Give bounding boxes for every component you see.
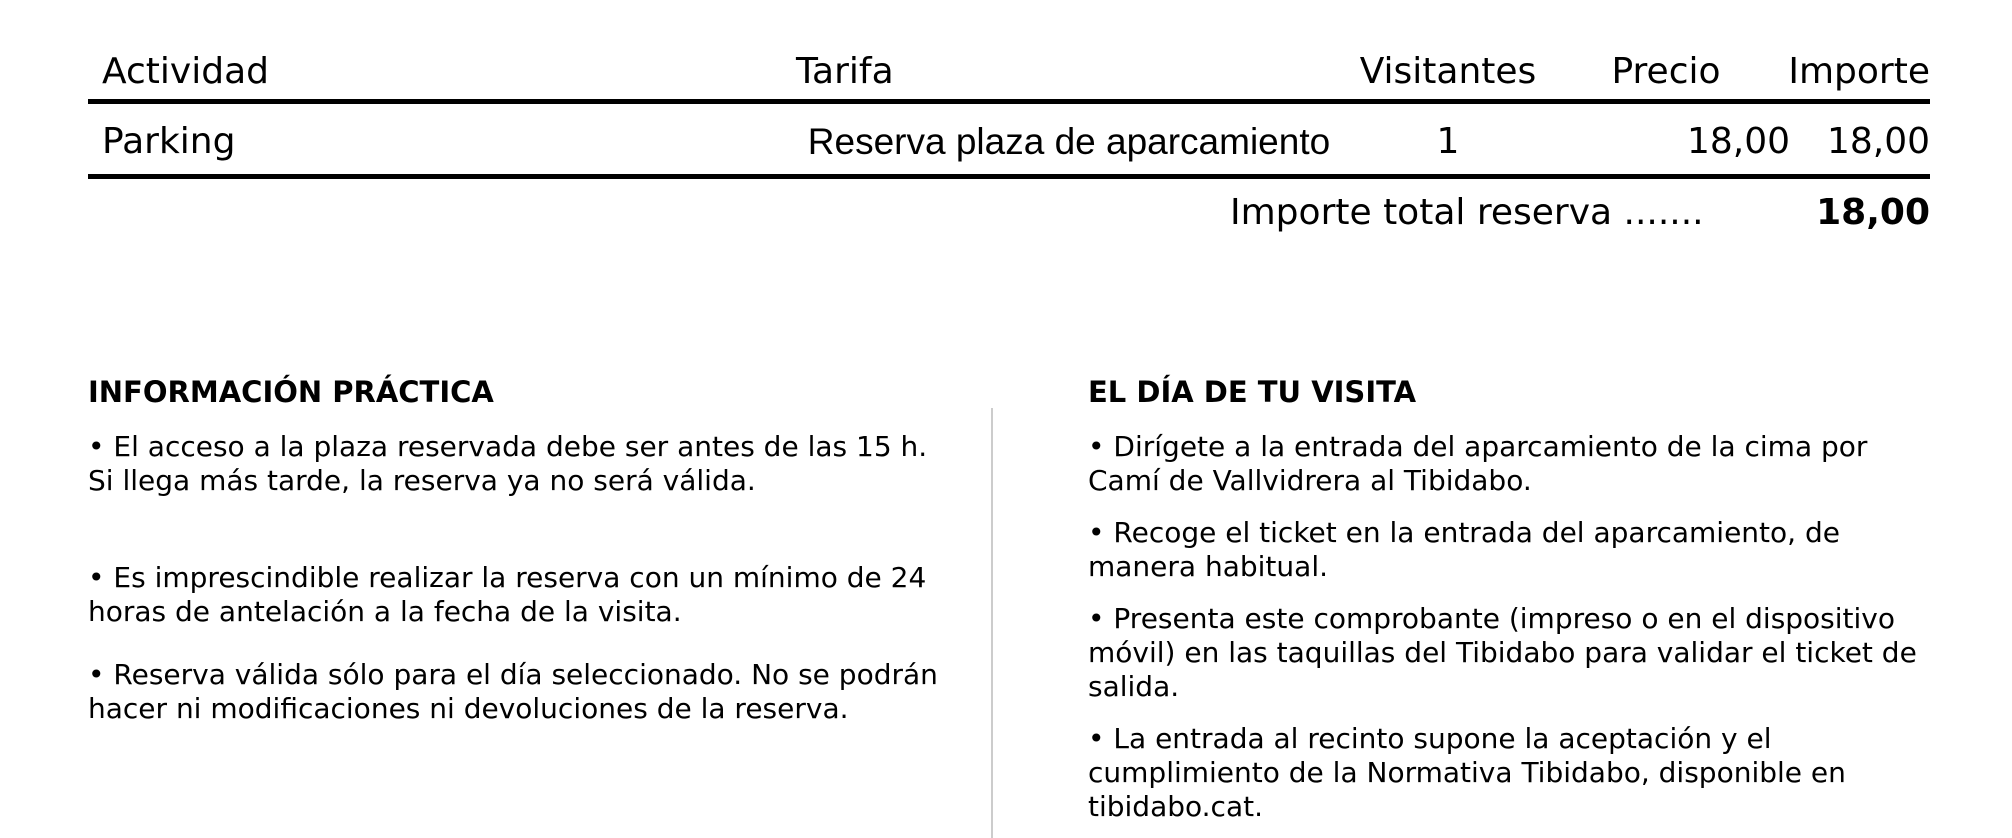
header-actividad: Actividad <box>102 51 269 92</box>
table-row <box>88 112 1930 179</box>
visit-item: • La entrada al recinto supone la aceptación y el cumplimiento de la Normativa Tibidabo, disponible en tibidabo.cat. <box>1088 722 1846 823</box>
info-title: INFORMACIÓN PRÁCTICA <box>88 375 494 409</box>
visit-section <box>1088 372 1918 824</box>
header-importe: Importe <box>1788 51 1930 92</box>
info-section <box>88 372 938 726</box>
column-divider <box>991 408 993 838</box>
info-item: • El acceso a la plaza reservada debe ser antes de las 15 h. Si llega más tarde, la reserva ya no será válida. <box>88 430 928 497</box>
visit-title: EL DÍA DE TU VISITA <box>1088 375 1417 409</box>
cell-tarifa: Reserva plaza de aparcamiento <box>807 121 1331 162</box>
header-visitantes: Visitantes <box>1359 51 1537 92</box>
cell-precio: 18,00 <box>1686 121 1790 162</box>
cell-importe: 18,00 <box>1826 121 1930 162</box>
cell-actividad: Parking <box>102 121 236 162</box>
visit-item: • Presenta este comprobante (impreso o en el dispositivo móvil) en las taquillas del Tibidabo para validar el ticket de salida. <box>1088 602 1917 703</box>
visit-item: • Recoge el ticket en la entrada del aparcamiento, de manera habitual. <box>1088 516 1840 583</box>
total-value: 18,00 <box>1816 192 1930 233</box>
total-row <box>88 183 1930 243</box>
info-item: • Reserva válida sólo para el día seleccionado. No se podrán hacer ni modificaciones ni devoluciones de la reserva. <box>88 658 938 725</box>
total-label: Importe total reserva ....... <box>1230 192 1704 233</box>
table-header-row <box>88 42 1930 104</box>
visit-item: • Dirígete a la entrada del aparcamiento de la cima por Camí de Vallvidrera al Tibidabo. <box>1088 430 1868 497</box>
cell-visitantes: 1 <box>1436 121 1460 162</box>
header-precio: Precio <box>1611 51 1721 92</box>
header-tarifa: Tarifa <box>796 51 894 92</box>
info-item: • Es imprescindible realizar la reserva con un mínimo de 24 horas de antelación a la fecha de la visita. <box>88 561 927 628</box>
